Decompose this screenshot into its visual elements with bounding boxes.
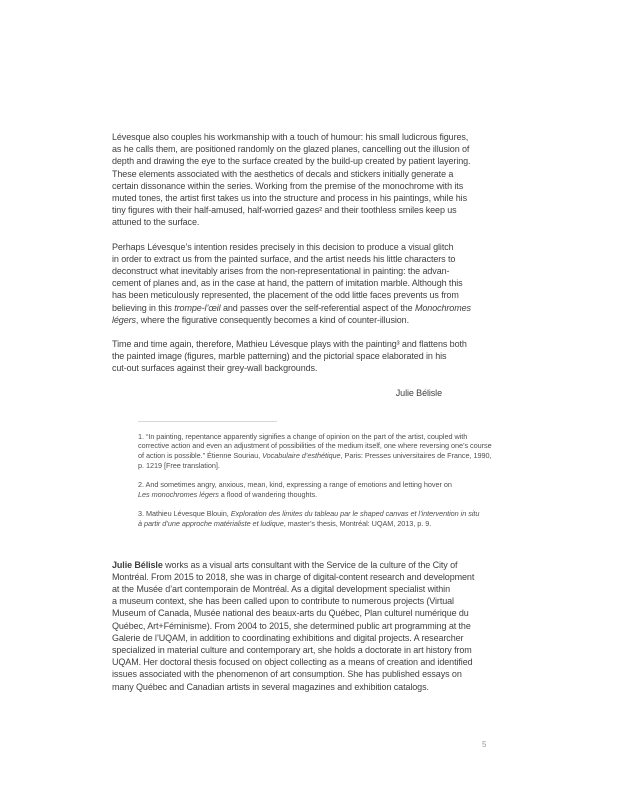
text-line: in order to extract us from the painted surface, and the artist needs his little characters to bbox=[112, 253, 456, 264]
text-line: Time and time again, therefore, Mathieu Lévesque plays with the painting³ and flattens both bbox=[112, 339, 467, 350]
text-line: Québec, Art+Féminisme). From 2004 to 2015, she determined public art programming at the bbox=[112, 620, 471, 631]
footnote-2 bbox=[138, 480, 512, 499]
text-line: of action is possible.” Étienne Souriau, Vocabulaire d’esthétique, Paris: Presses universitaires de France, 1990, bbox=[138, 451, 492, 461]
essay-paragraph-2 bbox=[112, 241, 512, 326]
text-line: Montréal. From 2015 to 2018, she was in charge of digital-content research and development bbox=[112, 571, 475, 582]
text-line: p. 1219 [Free translation]. bbox=[138, 460, 220, 470]
footnote-1 bbox=[138, 432, 512, 471]
text-line: 1. “In painting, repentance apparently signifies a change of opinion on the part of the artist, coupled with bbox=[138, 431, 468, 441]
text-line: cut-out surfaces against their grey-wall backgrounds. bbox=[112, 363, 318, 374]
text-line: as he calls them, are positioned randomly on the glazed planes, cancelling out the illusion of bbox=[112, 144, 470, 155]
page-number: 5 bbox=[482, 740, 487, 749]
text-line: cement of planes and, as in the case at hand, the pattern of imitation marble. Although this bbox=[112, 278, 463, 289]
essay-paragraph-1 bbox=[112, 131, 512, 229]
author-bio-paragraph bbox=[112, 559, 512, 693]
text-line: the painted image (figures, marble patterning) and the pictorial space elaborated in his bbox=[112, 351, 447, 362]
text-line: These elements associated with the aesthetics of decals and stickers initially generate a bbox=[112, 168, 454, 179]
text-line: tiny figures with their half-amused, half-worried gazes² and their toothless smiles keep us bbox=[112, 205, 457, 216]
text-line: depth and drawing the eye to the surface created by the build-up created by patient layering. bbox=[112, 156, 471, 167]
text-line: UQAM. Her doctoral thesis focused on object collecting as a means of creation and identified bbox=[112, 657, 473, 668]
text-line: à partir d’une approche matérialiste et ludique, master’s thesis, Montréal: UQAM, 2013, p. 9. bbox=[138, 518, 432, 528]
text-line: at the Musée d’art contemporain de Montréal. As a digital development specialist within bbox=[112, 584, 450, 595]
text-line: specialized in material culture and contemporary art, she holds a doctorate in art history from bbox=[112, 645, 472, 656]
text-line: deconstruct what inevitably arises from the non-representational in painting: the advan- bbox=[112, 266, 450, 277]
text-line: Julie Bélisle works as a visual arts consultant with the Service de la culture of the City of bbox=[112, 559, 458, 570]
text-line: certain dissonance within the series. Working from the premise of the monochrome with its bbox=[112, 180, 464, 191]
text-line: issues associated with the phenomenon of art consumption. She has published essays on bbox=[112, 669, 462, 680]
text-line: 3. Mathieu Lévesque Blouin, Exploration des limites du tableau par le shaped canvas et l’intervention in situ bbox=[138, 509, 480, 519]
text-line: many Québec and Canadian artists in several magazines and exhibition catalogs. bbox=[112, 681, 429, 692]
text-line: légers, where the figurative consequently becomes a kind of counter-illusion. bbox=[112, 314, 409, 325]
text-line: a museum context, she has been called upon to contribute to numerous projects (Virtual bbox=[112, 596, 454, 607]
text-line: muted tones, the artist first takes us into the structure and process in his paintings, while his bbox=[112, 193, 467, 204]
text-line: Lévesque also couples his workmanship with a touch of humour: his small ludicrous figures, bbox=[112, 132, 469, 142]
text-line: has been meticulously represented, the placement of the odd little faces prevents us from bbox=[112, 290, 459, 301]
essay-text-column bbox=[112, 131, 512, 693]
text-line: Les monochromes légers a flood of wandering thoughts. bbox=[138, 489, 318, 499]
text-line: corrective action and even an adjustment of possibilities of the medium itself, one where reversing one’s course bbox=[138, 441, 492, 451]
text-line: 2. And sometimes angry, anxious, mean, kind, expressing a range of emotions and letting hover on bbox=[138, 480, 452, 490]
text-line: Galerie de l’UQAM, in addition to coordinating exhibitions and digital projects. A researcher bbox=[112, 632, 464, 643]
footnote-3 bbox=[138, 509, 512, 528]
footnotes-section bbox=[138, 421, 512, 529]
text-line: believing in this trompe-l’œil and passes over the self-referential aspect of the Monochromes bbox=[112, 302, 471, 313]
text-line: Perhaps Lévesque’s intention resides precisely in this decision to produce a visual glitch bbox=[112, 241, 454, 252]
author-signature: Julie Bélisle bbox=[395, 387, 442, 398]
text-line: attuned to the surface. bbox=[112, 217, 200, 228]
footnote-separator-rule bbox=[138, 421, 277, 422]
essay-paragraph-3 bbox=[112, 338, 512, 375]
text-line: Museum of Canada, Musée national des beaux-arts du Québec, Plan culturel numérique du bbox=[112, 608, 469, 619]
